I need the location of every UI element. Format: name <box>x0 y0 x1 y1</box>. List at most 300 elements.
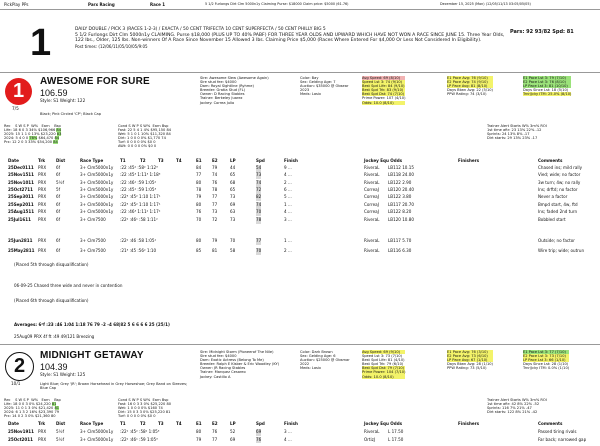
stat-prime-power: Prime Power: 104 (7/10) <box>362 370 406 375</box>
pace-ppw: PPW Rating: 73 (5/10) <box>447 366 487 371</box>
career-row-2025: 2025: 11 0 1 3 0% $21,420 81 <box>4 406 60 411</box>
pp-odds: LB120 10.80 <box>388 217 414 222</box>
pp-date: 25Oct2711 <box>8 187 33 192</box>
pp-date: 25May2811 <box>8 248 35 253</box>
late-lp: LP Pace Lst 3: 66 (1/10) <box>523 358 569 362</box>
silks-description: Black; Pink Circled 'CP'; Black Cap <box>40 112 102 116</box>
stat-avg-speed: Avg Speed: 69 (8/10) <box>362 76 405 80</box>
pp-e2: 76 <box>212 180 218 185</box>
pp-odds: LB120 20.40 <box>388 187 414 192</box>
pp-jockey: RiveraL <box>364 217 380 222</box>
pace-days-btwn: Days Btwn Avg: 22 (5/10) <box>447 88 493 93</box>
pp-frac: :22 :46¹ :59 1:05² <box>120 180 157 185</box>
pp-e2: 77 <box>212 194 218 199</box>
brand-label: PickPlay PPs <box>4 2 29 7</box>
pp-jockey: CorreaJ <box>364 209 379 214</box>
pp-odds: LB116 6.30 <box>388 248 412 253</box>
pp-date: 25Sep2011 <box>8 202 34 207</box>
career-row-life: Life: 18 0 0 3 0% $24,220 81 <box>4 402 57 407</box>
pp-spd: 74 <box>256 180 262 185</box>
pp-dist: 6f <box>56 194 61 199</box>
pp-frac: :22¹ :45² :58² 1:05³ <box>120 429 160 434</box>
pp-e1: 80 <box>196 429 202 434</box>
tstats-row: Sprints: 116 7% 21% -47 <box>487 406 532 411</box>
divider <box>0 344 600 345</box>
pp-lp: 73 <box>230 194 236 199</box>
pp-frac: :22 :45³ 1:11³ 1:18³ <box>120 172 161 177</box>
pp-row <box>8 187 592 194</box>
pp-jockey: RiveraL <box>364 429 380 434</box>
pp-dist: 6f <box>56 248 61 253</box>
pp-spd: 72 <box>256 187 262 192</box>
pace-days-btwn: Days Btwn Avg: 28 (1/10) <box>447 362 493 367</box>
surface-row: Wet: 1 0 0 0 0% $160 74 <box>118 406 163 411</box>
pp-frac: :22² :46¹ :58 1:11² <box>120 217 158 222</box>
surface-header: Cond S W P S W% Earn Bsp <box>118 124 169 128</box>
pp-lp: 70 <box>230 238 236 243</box>
pp-e2: 77 <box>212 436 218 442</box>
pp-finish: 1 ... <box>284 202 292 207</box>
pp-lp: 73 <box>230 217 236 222</box>
pp-type: 3+ Clm5000n1y <box>80 180 114 185</box>
pp-trk: PRX <box>38 165 47 170</box>
pp-row <box>8 165 592 172</box>
horse-name: MIDNIGHT GETAWAY <box>40 350 144 361</box>
pp-row <box>8 429 592 436</box>
pp-e1: 70 <box>196 217 202 222</box>
conditions-body: 5 1/2 Furlongs Dirt Clm 5000n1y CLAIMING. Purse $18,000 (PLUS UP TO 40% PABF) FOR THREE YEAR OLDS AND UPWARD WHICH HAVE NOT WON A RACE SINCE JUNE 15. Three Year Olds, 122 lbs., Older, 125 lbs. Non-winners Of A Race Since November 15 Allowed 3 lbs. Claiming Price $5,000 (Races Where Entered For $4,000 Or Less Not Considered In Eligibility). <box>75 32 505 44</box>
pp-lp: 65 <box>230 172 236 177</box>
averages-row: Averages: 6²f :23 :46 1:04 1:18 76 79 -2 -4 68|82 5 6 6 6 6 25 (25/1) <box>14 322 170 327</box>
sire: Sire: Midnight Storm (Pioneerof The Nile) <box>200 350 274 354</box>
pp-e1: 76 <box>196 209 202 214</box>
pp-e2: 78 <box>212 187 218 192</box>
pp-jockey: CorreaJ <box>364 202 379 207</box>
career-row-track: Prx: 12 2 0 3 33% $54,200 84 <box>4 140 58 145</box>
tstats-row: Dirt starts: 122 8% 21% -42 <box>487 410 538 415</box>
pp-dist: 5½f <box>56 429 65 434</box>
pp-spd: 69 <box>256 429 262 434</box>
pp-date: 25Oct2011 <box>8 436 33 442</box>
race-number: 1 <box>30 22 52 64</box>
pp-frac: :22³ :45² 1:10 1:17¹ <box>120 202 161 207</box>
pp-row <box>8 248 592 255</box>
pp-e1: 85 <box>196 248 202 253</box>
pace-lp: LP Pace Avg: 67 (1/10) <box>447 358 493 362</box>
pp-lp: 69 <box>230 436 236 442</box>
tstats-header: Trainer Alert Starts W% 3m% ROI <box>487 398 547 402</box>
pp-comment: Wire trip; wide; outrun <box>538 248 585 253</box>
tstats-header: Trainer Alert Starts W% 3m% ROI <box>487 124 547 128</box>
surface-header: Cond S W P S W% Earn Bsp <box>118 398 169 402</box>
pp-frac: :22² :46¹ :59 1:05³ <box>120 436 158 442</box>
pp-dist: 6f <box>56 217 61 222</box>
breeder: Breeder: Ralph E Kisber & Eric Woodley (KY) <box>200 362 280 367</box>
pp-odds: L 17.50 <box>388 436 404 442</box>
pp-type: 3+ Clm7500 <box>80 238 106 243</box>
pp-e1: 79 <box>196 194 202 199</box>
pp-e2: 72 <box>212 217 218 222</box>
pace-e2: E2 Pace Avg: 74 (9/10) <box>447 80 493 84</box>
pp-spd: 76 <box>256 436 262 442</box>
pp-dist: 5½f <box>56 180 65 185</box>
pp-finish: 5 ... <box>284 194 292 199</box>
pp-comment: Bobbled start <box>538 217 566 222</box>
pp-comment: Ins; drftd; no factor <box>538 187 578 192</box>
pp-finish: 4 ... <box>284 436 292 442</box>
sire-fee: Sire stud fee: $4000 <box>200 80 237 85</box>
pp-e2: 77 <box>212 202 218 207</box>
pp-finish: 3 ... <box>284 217 292 222</box>
career-row-life: Life: 18 6 0 3 34% $106,966 84 <box>4 128 61 133</box>
tstats-row: Sprints: 24 13% 8% -17 <box>487 132 530 137</box>
pp-jockey: OrtizJ <box>364 436 376 442</box>
pp-row <box>8 172 592 179</box>
stat-best-life: Best Spd Life: 84 (9/10) <box>362 84 405 89</box>
trainer: Trainer: Berkeley Juarez <box>200 96 243 101</box>
pp-header: Date Trk Dist Race Type T1 T2 T3 T4 E1 E2 LP Spd Finish Jockey Equ Odds Finishers Comments <box>8 158 563 163</box>
stat-best-life: Best Spd Life: 81 (4/10) <box>362 358 405 363</box>
pp-spd: 74 <box>256 202 262 207</box>
color: Color: Bay <box>300 76 319 80</box>
owner: Owner: JR Racing Stables <box>200 366 246 371</box>
pp-type: 3+ Clm5000n1y <box>80 436 114 442</box>
pace-stats <box>447 350 493 370</box>
pace-e1: E1 Pace Avg: 76 (3/10) <box>447 350 493 354</box>
pp-finish: 2 ... <box>284 180 292 185</box>
sire-fee: Sire stud fee: $4000 <box>200 354 237 359</box>
stat-best-trk: Best Spd Trk: 79 (6/10) <box>362 362 404 367</box>
stat-avg-speed: Avg Speed: 69 (9/10) <box>362 350 405 354</box>
trainer-stats <box>487 398 547 414</box>
dam: Dam: Royal Sightline (Ryhme) <box>200 84 254 89</box>
pp-type: 3+ Clm5000n1y <box>80 194 114 199</box>
pace-e1: E1 Pace Avg: 76 (9/10) <box>447 76 493 80</box>
pp-comment: Never a factor <box>538 194 568 199</box>
pp-e2: 76 <box>212 429 218 434</box>
divider <box>0 72 600 73</box>
stat-odds: Odds: 10.0 (8/10) <box>362 375 405 379</box>
dam: Dam: Exotic Actress (Belong To Me) <box>200 358 264 363</box>
pp-e1: 79 <box>196 436 202 442</box>
surface-row: Fast: 16 0 3 3 0% $25,220 80 <box>118 402 172 407</box>
pp-frac: :22 :45² :58² 1:12³ <box>120 165 158 170</box>
late-e2: E2 Pace Lst 3: 76 (8/10) <box>523 80 571 84</box>
pp-spd: 73 <box>256 172 262 177</box>
pp-finish: 9 ... <box>284 165 292 170</box>
horse-style-weight: Style: S1 Weight: 125 <box>40 372 86 377</box>
top-bar <box>0 0 600 10</box>
pp-type: 3+ Clm7500 <box>80 217 106 222</box>
stat-odds: Odds: 10.0 (8/10) <box>362 101 405 105</box>
pp-trk: PRX <box>38 248 47 253</box>
career-header: Rec S W S P W% Earn Bsp <box>4 124 61 128</box>
pp-dist: 6f <box>56 172 61 177</box>
pp-odds: LB122 3.80 <box>388 194 412 199</box>
late-stats <box>523 76 571 96</box>
pp-frac: :21³ :45 :56² 1:10 <box>120 248 157 253</box>
pp-type: 3+ Clm5000n1y <box>80 202 114 207</box>
pp-finish: 1 ... <box>284 238 292 243</box>
pp-row <box>8 180 592 187</box>
pp-lp: 63 <box>230 209 236 214</box>
pace-ppw: PPW Rating: 74 (3/10) <box>447 92 487 97</box>
workout-row: 25Aug09 PRX 4f ft :49 49/121 Breezing <box>14 334 95 339</box>
pp-trk: PRX <box>38 238 47 243</box>
pp-dist: 6f <box>56 209 61 214</box>
pp-date: 25Aug1511 <box>8 209 35 214</box>
pp-comment: Vied; wide; no factor <box>538 172 581 177</box>
pp-odds: LB117 5.70 <box>388 238 412 243</box>
stat-best-dst: Best Spd Dst: 74 (7/10) <box>362 92 405 97</box>
career-header: Rec S W S P W% Earn Bsp <box>4 398 61 402</box>
pp-finish: 6 ... <box>284 187 292 192</box>
pp-jockey: RiveraL <box>364 165 380 170</box>
auction: Auction: $35000 @ Obsear <box>300 84 349 89</box>
pp-date: 25Nov1011 <box>8 180 34 185</box>
surface-row: AWt: 0 0 0 0 0% $0 0 <box>118 144 157 149</box>
career-table <box>4 398 61 418</box>
pp-date: 25Nov1911 <box>8 429 34 434</box>
pp-frac: :22² :46 :58 1:05¹ <box>120 238 157 243</box>
horse-details <box>300 350 350 370</box>
late-trnr-jcky: Trnr/Jcky ITM: 0.0% (1/10) <box>523 366 570 371</box>
pp-trk: PRX <box>38 217 47 222</box>
pp-finish: 4 ... <box>284 172 292 177</box>
pp-e2: 81 <box>212 248 218 253</box>
pp-spd: 82 <box>256 194 262 199</box>
conditions-line1: DAILY DOUBLE / PICK 3 (RACES 1-2-3) / EXACTA / 50 CENT TRIFECTA 10 CENT SUPERFECTA / 50 CENT PHILLY BIG 5 <box>75 27 326 32</box>
stat-best-dst: Best Spd Dst: 79 (7/10) <box>362 366 405 371</box>
pace-e2: E2 Pace Avg: 73 (6/10) <box>447 354 493 358</box>
late-lp: LP Pace Lst 3: 81 (10/10) <box>523 84 571 88</box>
stat-best-trk: Best Spd Trk: 83 (9/10) <box>362 88 405 92</box>
career-row-track: Prx: 14 0 2 3 0% $21,360 80 <box>4 414 56 419</box>
pp-lp: 58 <box>230 248 236 253</box>
stat-speed-lst3: Speed Lst 3: 74 (9/10) <box>362 80 405 84</box>
pp-type: 3+ Clm5000n1y <box>80 165 114 170</box>
pp-row <box>8 238 592 245</box>
pp-date: 25Sep3011 <box>8 194 34 199</box>
pp-lp: 52 <box>230 429 236 434</box>
pp-trk: PRX <box>38 209 47 214</box>
pp-row <box>8 437 592 444</box>
race-pars: Pars: 92 93/82 Spd: 81 <box>510 29 574 35</box>
late-stats <box>523 350 569 370</box>
pp-jockey: RiveraL <box>364 180 380 185</box>
pp-header: Date Trk Dist Race Type T1 T2 T3 T4 E1 E2 LP Spd Finish Jockey Equ Odds Finishers Comments <box>8 421 563 426</box>
late-days-since: Days Since Lst: 18 (5/10) <box>523 88 569 93</box>
pp-dist: 6f <box>56 238 61 243</box>
horse-rating: 104.39 <box>40 362 68 372</box>
sex-age: Sex: Gelding Age: 6 <box>300 354 336 359</box>
pp-e1: 80 <box>196 202 202 207</box>
color: Color: Dark Brown <box>300 350 333 354</box>
pace-stats <box>447 76 493 96</box>
horse-details <box>300 76 348 96</box>
pp-lp: 44 <box>230 165 236 170</box>
pp-comment: Outside; no factor <box>538 238 575 243</box>
pp-trk: PRX <box>38 436 47 442</box>
pedigree-info <box>200 350 279 379</box>
pp-e1: 78 <box>196 187 202 192</box>
pp-finish: 2 ... <box>284 248 292 253</box>
pp-e2: 79 <box>212 165 218 170</box>
pp-spd: 70 <box>256 248 262 253</box>
program-number-badge: 1 <box>5 78 32 105</box>
pp-odds: LB112 10.15 <box>388 165 414 170</box>
pp-finish: 3 ... <box>284 429 292 434</box>
pp-jockey: CorreaJ <box>364 187 379 192</box>
pp-dist: 5½f <box>56 436 65 442</box>
pp-e2: 79 <box>212 238 218 243</box>
pp-jockey: CorreaJ <box>364 194 379 199</box>
late-days-since: Days Since Lst: 28 (1/10) <box>523 362 569 367</box>
meds: Meds: Lasix <box>300 92 322 97</box>
jockey: Jockey: Castillo A <box>200 374 231 379</box>
pedigree-info <box>200 76 269 105</box>
pp-dist: 6f <box>56 202 61 207</box>
silks-description: Light Blue; Grey 'JR'; Brown Horsehead in Grey Horseshoe; Grey Band on Sleeves; Blue Cap <box>40 382 188 391</box>
owner: Owner: D Racing Stables <box>200 92 245 97</box>
pp-trk: PRX <box>38 429 47 434</box>
late-e2: E2 Pace Lst 3: 73 (7/10) <box>523 354 569 358</box>
career-row-2024: 2024: 5 4 0 0 78% $64,470 84 <box>4 136 60 141</box>
speed-stats <box>362 350 405 379</box>
pp-date: 25Jun2811 <box>8 238 33 243</box>
pp-frac: :22³ :45² 1:10 1:17¹ <box>120 194 161 199</box>
race-date: December 15, 2025 (Mon) (12/05/11/13 03:05/05/05) <box>440 2 531 6</box>
surface-row: Fast: 22 5 4 1 4% $95,150 84 <box>118 128 172 133</box>
pp-row <box>8 209 592 216</box>
pp-row <box>8 202 592 209</box>
pp-comment: Ins; faded 2nd turn <box>538 209 578 214</box>
pp-comment: Passed tiring rivals <box>538 429 577 434</box>
pp-e1: 77 <box>196 172 202 177</box>
pp-note: (Placed 5th through disqualification) <box>14 262 89 267</box>
stat-prime-power: Prime Power: 107 (4/10) <box>362 96 406 101</box>
race-summary: 5 1/2 Furlongs Dirt Clm 5000n1y Claiming Purse: $18000 Claim price: $5000 (61.76) <box>205 2 349 6</box>
pp-jockey: RiveraL <box>364 238 380 243</box>
pp-comment: 3w turn; 4w; no rally <box>538 180 581 185</box>
pp-type: 3+ Clm5000n1y <box>80 172 114 177</box>
pp-odds: LB117 20.70 <box>388 202 414 207</box>
pp-date: 25Dec0111 <box>8 165 34 170</box>
race-conditions <box>75 27 505 49</box>
pp-row <box>8 194 592 201</box>
pp-trk: PRX <box>38 172 47 177</box>
late-trnr-jcky: Trnr/Jcky ITM: 25.0% (8/10) <box>523 92 572 97</box>
horse-rating: 106.59 <box>40 88 68 98</box>
pp-jockey: RiveraL <box>364 248 380 253</box>
stat-speed-lst3: Speed Lst 3: 73 (7/10) <box>362 354 403 359</box>
race-label: Race 1 <box>150 2 166 7</box>
pp-spd: 70 <box>256 209 262 214</box>
pp-type: 3+ Clm5000n1y <box>80 429 114 434</box>
tstats-row: 1st time aftr: 42 8% 22% -52 <box>487 402 540 407</box>
trainer-stats <box>487 124 547 140</box>
breeder: Breeder: Gratia Stud (FL) <box>200 88 246 93</box>
pp-lp: 69 <box>230 202 236 207</box>
speed-stats <box>362 76 405 105</box>
pp-e1: 84 <box>196 165 202 170</box>
surface-row: Dirt: 15 0 3 3 0% $25,220 81 <box>118 410 171 415</box>
pp-spd: 78 <box>256 217 262 222</box>
pp-odds: L 17.50 <box>388 429 404 434</box>
morning-line-odds: 10/1 <box>11 381 21 386</box>
auction-year: 2023 <box>300 88 310 93</box>
pp-dist: 6f <box>56 165 61 170</box>
career-table <box>4 124 61 144</box>
pp-spd: 54 <box>256 165 262 170</box>
track-name: Parx Racing <box>88 2 115 7</box>
pp-comment: Bmpd start, 4w, ftd <box>538 202 578 207</box>
post-times: Post times: (12/06/11/05/10/05/9:05 <box>75 43 148 49</box>
pace-lp: LP Pace Avg: 81 (8/10) <box>447 84 493 88</box>
morning-line-odds: 7/5 <box>12 106 19 111</box>
pp-lp: 65 <box>230 187 236 192</box>
tstats-row: Dirt starts: 29 13% 23% -17 <box>487 136 538 141</box>
pp-trk: PRX <box>38 194 47 199</box>
program-number-badge: 2 <box>5 352 34 381</box>
surface-row: Turf: 0 0 0 0 0% $0 0 <box>118 414 156 419</box>
pp-trk: PRX <box>38 180 47 185</box>
surface-row: Turf: 0 0 0 0 0% $0 0 <box>118 140 156 145</box>
surface-table <box>118 124 171 149</box>
pp-finish: 4 ... <box>284 209 292 214</box>
pp-spd: 77 <box>256 238 262 243</box>
pp-row <box>8 217 592 224</box>
pp-type: 3+ Clm5000n1y <box>80 209 114 214</box>
horse-name: AWESOME FOR SURE <box>40 76 150 87</box>
surface-row: Dirt: 1 0 0 0 0% $1,770 74 <box>118 136 166 141</box>
pp-e2: 74 <box>212 172 218 177</box>
auction: Auction: $25000 @ Obsmar <box>300 358 350 363</box>
sex-age: Sex: Gelding Age: 7 <box>300 80 336 85</box>
pp-trk: PRX <box>38 187 47 192</box>
pp-comment: Chased ins; mild rally <box>538 165 583 170</box>
pp-type: 3+ Clm5000n1y <box>80 187 114 192</box>
pp-lp: 68 <box>230 180 236 185</box>
pp-odds: LB118 24.00 <box>388 172 414 177</box>
late-e1: E1 Pace Lst 3: 79 (7/10) <box>523 76 571 80</box>
pp-note: 06-09-25 Chased three wide and never in contention <box>14 283 123 288</box>
pp-date: 25Nov1511 <box>8 172 34 177</box>
jockey: Jockey: Correa Julio <box>200 100 235 105</box>
surface-table <box>118 398 171 418</box>
career-row-2024: 2024: 6 1 3 2 16% $23,390 79 <box>4 410 60 415</box>
pp-odds: LB122 8.20 <box>388 209 412 214</box>
surface-row: Wet: 5 1 0 1 10% $11,320 84 <box>118 132 171 137</box>
pp-trk: PRX <box>38 202 47 207</box>
pp-e1: 80 <box>196 180 202 185</box>
pp-e2: 73 <box>212 209 218 214</box>
pp-dist: 5f <box>56 187 61 192</box>
pp-e1: 80 <box>196 238 202 243</box>
auction-year: 2022 <box>300 362 310 367</box>
pp-frac: :22 :45¹ :59 1:05³ <box>120 187 157 192</box>
meds: Meds: Lasix <box>300 366 322 371</box>
career-row-2025: 2025: 15 1 1 0 13% $23,220 83 <box>4 132 62 137</box>
pp-comment: Far back; narrowed gap <box>538 436 587 442</box>
late-e1: E1 Pace Lst 3: 77 (7/10) <box>523 350 569 354</box>
pp-type: 3+ Clm7500 <box>80 248 106 253</box>
pp-note: (Placed 6th through disqualification) <box>14 298 89 303</box>
pp-date: 25Jul1611 <box>8 217 31 222</box>
pp-jockey: RiveraL <box>364 172 380 177</box>
pp-odds: LB122 2.90 <box>388 180 412 185</box>
tstats-row: 1st time aftr: 23 13% 22% -12 <box>487 128 542 133</box>
